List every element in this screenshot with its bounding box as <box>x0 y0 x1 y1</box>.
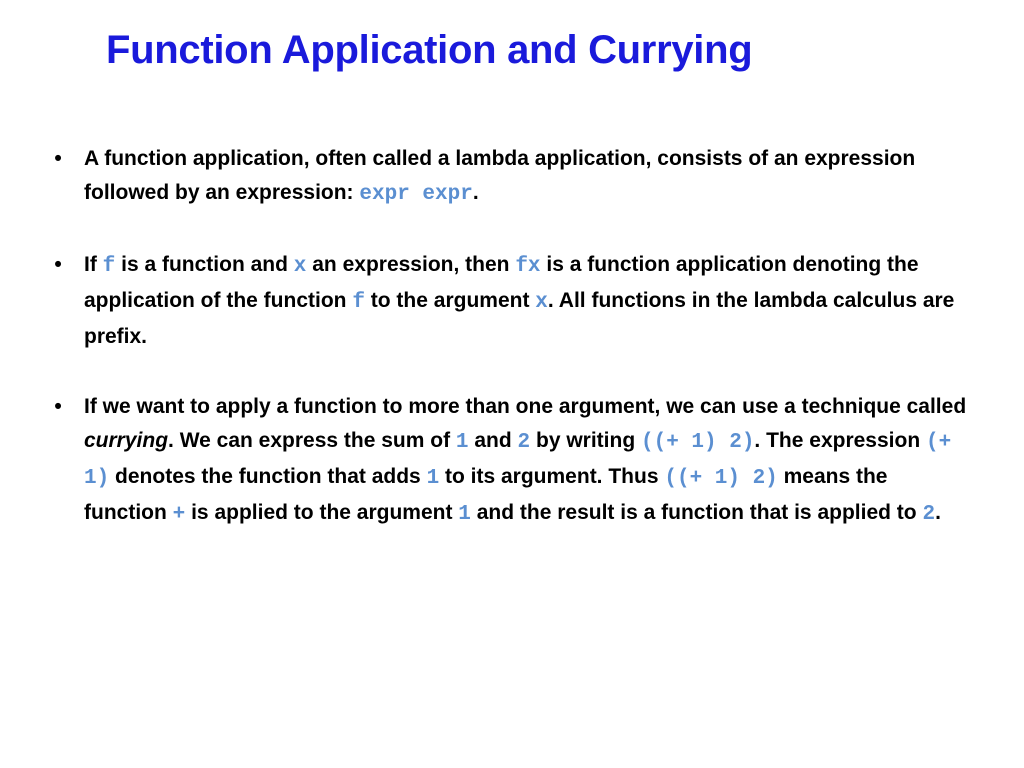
code-x: x <box>293 255 307 278</box>
bullet-item-f-applied-to-x <box>48 248 968 354</box>
bullet-item-currying <box>48 390 968 532</box>
bullet-text: . <box>935 501 941 524</box>
bullet-text: by writing <box>530 429 641 452</box>
bullet-text: If we want to apply a function to more than one argument, we can use a technique called <box>84 395 967 418</box>
bullet-text: . We can express the sum of <box>168 429 456 452</box>
code-plus-1: (+ 1) <box>84 431 952 490</box>
code-curried-sum: ((+ 1) 2) <box>664 467 778 490</box>
bullet-dot-icon: • <box>54 147 62 170</box>
bullet-item-function-application <box>48 142 968 212</box>
bullet-list <box>48 142 968 568</box>
bullet-text: is applied to the argument <box>185 501 459 524</box>
bullet-text: an expression, then <box>306 253 516 276</box>
bullet-dot-icon: • <box>54 253 62 276</box>
code-1: 1 <box>455 431 469 454</box>
bullet-text: is a function application denoting the application of the function <box>84 253 919 312</box>
code-1: 1 <box>458 503 471 526</box>
bullet-text: . All functions in the lambda calculus are prefix. <box>84 289 955 348</box>
bullet-text: denotes the function that adds <box>109 465 427 488</box>
bullet-text: . The expression <box>754 429 926 452</box>
code-2: 2 <box>517 431 531 454</box>
code-f: f <box>352 291 365 314</box>
bullet-text: A function application, often called a lambda application, consists of an expression followed by an expression: <box>84 147 916 204</box>
code-curried-sum: ((+ 1) 2) <box>641 431 755 454</box>
code-1: 1 <box>426 467 440 490</box>
code-plus: + <box>172 503 186 526</box>
bullet-text: to the argument <box>364 289 536 312</box>
emphasis-currying: currying <box>84 429 169 452</box>
bullet-text: and the result is a function that is applied to <box>470 501 923 524</box>
bullet-text: to its argument. Thus <box>439 465 665 488</box>
bullet-dot-icon: • <box>54 395 62 418</box>
code-fx: fx <box>515 255 541 278</box>
slide-title: Function Application and Currying <box>106 28 753 72</box>
code-x: x <box>535 291 548 314</box>
code-expr-expr: expr expr <box>359 183 473 206</box>
code-2: 2 <box>922 503 936 526</box>
code-f: f <box>102 255 116 278</box>
bullet-text: is a function and <box>115 253 294 276</box>
bullet-text: means the function <box>84 465 888 524</box>
bullet-text: . <box>472 181 479 204</box>
bullet-text: and <box>468 429 518 452</box>
bullet-text: If <box>84 253 103 276</box>
